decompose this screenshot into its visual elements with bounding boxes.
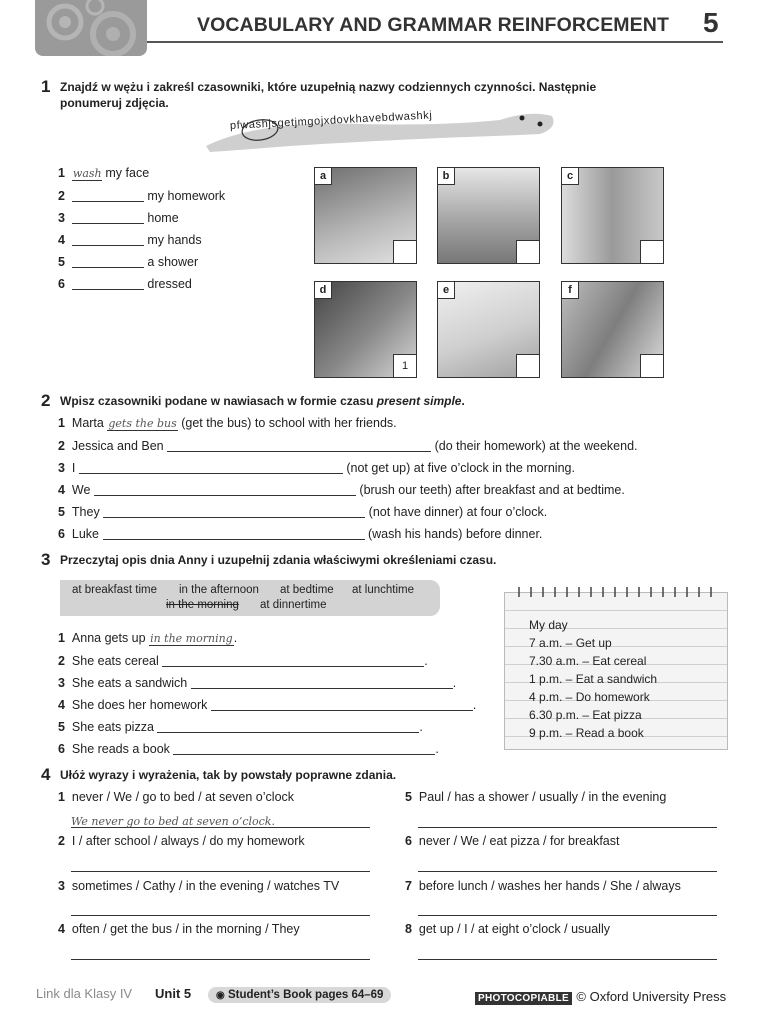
page-title: VOCABULARY AND GRAMMAR REINFORCEMENT	[197, 14, 669, 36]
list-item: 6 Luke (wash his hands) before dinner.	[58, 527, 543, 541]
notebook-title: My day	[529, 618, 568, 632]
photo-number-box[interactable]	[516, 240, 539, 263]
list-item: 1 Marta gets the bus (get the bus) to school with her friends.	[58, 416, 397, 430]
exercise-4-instruction: Ułóż wyrazy i wyrażenia, tak by powstały poprawne zdania.	[60, 768, 397, 782]
notebook-line: 6.30 p.m. – Eat pizza	[529, 708, 642, 722]
notebook-line: 4 p.m. – Do homework	[529, 690, 650, 704]
answer-line[interactable]	[71, 915, 370, 916]
list-item: 4 We (brush our teeth) after breakfast and at bedtime.	[58, 483, 625, 497]
answer-blank[interactable]	[79, 460, 343, 474]
exercise-3-instruction: Przeczytaj opis dnia Anny i uzupełnij zdania właściwymi określeniami czasu.	[60, 553, 497, 567]
word-bank-item: at bedtime	[280, 584, 334, 596]
list-item: 4 my hands	[58, 233, 202, 247]
answer-example: wash	[72, 167, 102, 180]
photo-a: a	[314, 167, 417, 264]
answer-blank[interactable]	[157, 719, 419, 733]
notebook-line: 7 a.m. – Get up	[529, 636, 612, 650]
answer-blank[interactable]	[162, 653, 424, 667]
answer-blank[interactable]	[72, 188, 144, 202]
photo-b: b	[437, 167, 540, 264]
notebook-line: 9 p.m. – Read a book	[529, 726, 644, 740]
list-item: 4 often / get the bus / in the morning / They	[58, 922, 300, 936]
answer-line[interactable]	[71, 959, 370, 960]
answer-blank[interactable]	[191, 675, 453, 689]
answer-blank[interactable]	[103, 504, 365, 518]
answer-blank[interactable]	[72, 232, 144, 246]
footer-sb-pages: ◉ Student’s Book pages 64–69	[208, 985, 391, 1003]
photo-number-box[interactable]	[393, 240, 416, 263]
list-item: 2 Jessica and Ben (do their homework) at the weekend.	[58, 439, 638, 453]
list-item: 5 They (not have dinner) at four o’clock.	[58, 505, 548, 519]
list-item: 8 get up / I / at eight o’clock / usually	[405, 922, 610, 936]
footer-book-title: Link dla Klasy IV	[36, 986, 133, 1001]
list-item: 5 She eats pizza .	[58, 720, 423, 734]
word-bank-item: at breakfast time	[72, 584, 158, 596]
exercise-2-instruction: Wpisz czasowniki podane w nawiasach w formie czasu present simple.	[60, 394, 465, 408]
list-item: 4 She does her homework .	[58, 698, 477, 712]
list-item: 6 She reads a book .	[58, 742, 439, 756]
photo-number-box[interactable]	[640, 354, 663, 377]
word-snake	[200, 106, 560, 156]
list-item: 2 my homework	[58, 189, 226, 203]
answer-line[interactable]	[418, 871, 717, 872]
list-item: 2 I / after school / always / do my homework	[58, 834, 305, 848]
answer-example: gets the bus	[108, 417, 177, 430]
answer-blank[interactable]	[167, 438, 431, 452]
answer-blank[interactable]	[94, 482, 356, 496]
notebook-line: 7.30 a.m. – Eat cereal	[529, 654, 647, 668]
answer-blank[interactable]	[72, 254, 144, 268]
photo-number-box[interactable]	[640, 240, 663, 263]
list-item: 3 I (not get up) at five o’clock in the morning.	[58, 461, 575, 475]
word-bank-item-used: in the morning	[166, 599, 239, 611]
photo-number-box[interactable]: 1	[393, 354, 416, 377]
answer-line[interactable]	[71, 871, 370, 872]
list-item: 1 never / We / go to bed / at seven o’clock	[58, 790, 295, 804]
notebook-line: 1 p.m. – Eat a sandwich	[529, 672, 658, 686]
snake-letters: pfwashjsgetjmgojxdovkhavebdwashkj	[229, 109, 433, 132]
answer-line[interactable]	[418, 915, 717, 916]
header-divider	[147, 41, 723, 43]
answer-example: We never go to bed at seven o’clock.	[71, 812, 370, 828]
list-item: 1 wash my face	[58, 166, 150, 180]
photo-f: f	[561, 281, 664, 378]
footer-copyright: PHOTOCOPIABLE © Oxford University Press	[475, 988, 726, 1006]
list-item: 6 never / We / eat pizza / for breakfast	[405, 834, 620, 848]
photo-c: c	[561, 167, 664, 264]
header-corner-decoration	[35, 0, 147, 56]
word-bank	[60, 580, 440, 616]
answer-line[interactable]	[418, 959, 717, 960]
eye-icon: ◉	[216, 990, 225, 1001]
answer-blank[interactable]	[173, 741, 435, 755]
notebook	[504, 592, 728, 750]
unit-number: 5	[703, 7, 719, 38]
answer-blank[interactable]	[72, 210, 144, 224]
photo-e: e	[437, 281, 540, 378]
answer-blank[interactable]	[211, 697, 473, 711]
gear-icon	[35, 0, 147, 56]
list-item: 1 Anna gets up in the morning.	[58, 631, 238, 645]
photo-number-box[interactable]	[516, 354, 539, 377]
word-bank-item: at dinnertime	[260, 599, 327, 611]
list-item: 3 home	[58, 211, 179, 225]
answer-blank[interactable]	[72, 276, 144, 290]
list-item: 7 before lunch / washes her hands / She / always	[405, 879, 681, 893]
answer-blank[interactable]	[103, 526, 365, 540]
answer-line[interactable]	[418, 827, 717, 828]
exercise-3-number: 3	[41, 550, 51, 569]
list-item: 2 She eats cereal .	[58, 654, 428, 668]
list-item: 5 a shower	[58, 255, 199, 269]
footer-unit: Unit 5	[155, 986, 192, 1001]
answer-example: in the morning	[150, 632, 233, 645]
photo-d: d 1	[314, 281, 417, 378]
exercise-1-number: 1	[41, 77, 51, 96]
exercise-4-number: 4	[41, 765, 51, 784]
list-item: 3 She eats a sandwich .	[58, 676, 457, 690]
list-item: 5 Paul / has a shower / usually / in the evening	[405, 790, 667, 804]
exercise-2-number: 2	[41, 391, 51, 410]
word-bank-item: in the afternoon	[179, 584, 259, 596]
word-bank-item: at lunchtime	[352, 584, 415, 596]
list-item: 3 sometimes / Cathy / in the evening / watches TV	[58, 879, 340, 893]
spiral-binding-icon	[505, 585, 727, 599]
exercise-1-instruction: Znajdź w wężu i zakreśl czasowniki, które uzupełnią nazwy codziennych czynności. Następnie ponumeruj zdjęcia.	[60, 80, 597, 110]
list-item: 6 dressed	[58, 277, 192, 291]
photocopiable-badge: PHOTOCOPIABLE	[475, 992, 572, 1005]
